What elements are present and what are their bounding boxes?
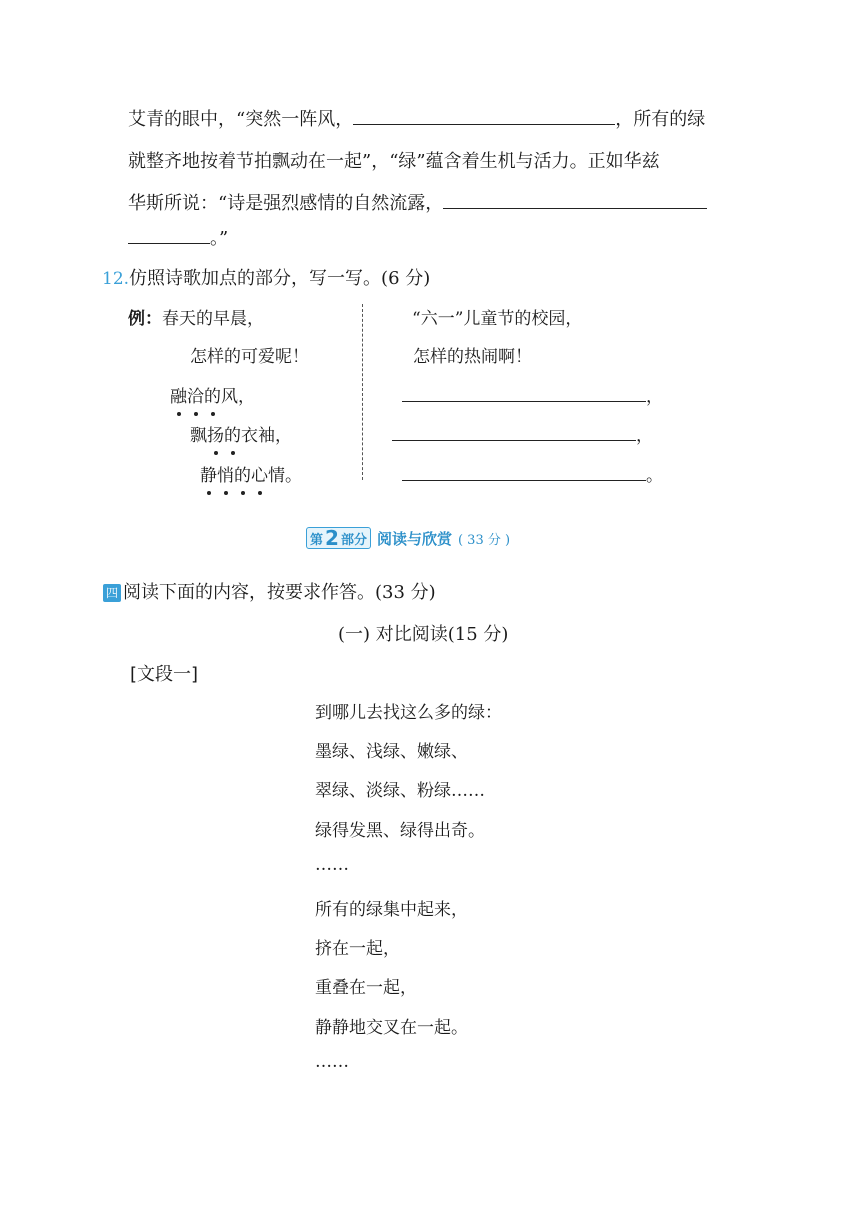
section-badge: 第 2 部分 [306, 527, 371, 549]
imitation-line-5: 。 [402, 461, 663, 486]
poem-line: 墨绿、浅绿、嫩绿、 [315, 742, 468, 762]
question-prompt: 阅读下面的内容，按要求作答。(33 分) [123, 582, 436, 603]
poem-line: 到哪儿去找这么多的绿： [315, 703, 502, 723]
poem-line: 挤在一起， [315, 939, 400, 959]
poem-line: 绿得发黑、绿得出奇。 [315, 821, 485, 841]
para-line-3: 华斯所说：“诗是强烈感情的自然流露， [128, 189, 707, 215]
column-divider [362, 304, 363, 480]
poem-line: 静静地交叉在一起。 [315, 1018, 468, 1038]
poem-line: 所有的绿集中起来， [315, 900, 468, 920]
sub-title: (一) 对比阅读(15 分) [338, 624, 509, 645]
imitation-line-4: ， [392, 421, 653, 446]
example-line-4: 飘扬的衣袖， [190, 421, 292, 446]
example-line-1: 例：春天的早晨， [128, 309, 264, 329]
emphasis-dot-char: 扬 [207, 421, 224, 446]
poem-line: …… [315, 855, 349, 875]
section-title: 阅读与欣赏 [376, 529, 452, 548]
para-line-1: 艾青的眼中，“突然一阵风， ，所有的绿 [128, 109, 706, 130]
example-label: 例： [128, 309, 162, 329]
section-heading [306, 527, 510, 549]
answer-blank[interactable] [402, 400, 646, 402]
imitation-line-2: 怎样的热闹啊！ [413, 347, 532, 367]
emphasis-dot-char: 心 [251, 461, 268, 486]
answer-blank[interactable] [128, 242, 210, 244]
para-line-4: 。” [128, 224, 228, 250]
answer-blank[interactable] [392, 439, 636, 441]
question-12 [102, 264, 430, 290]
example-line-5: 静悄的心情。 [200, 461, 302, 486]
answer-blank[interactable] [402, 479, 646, 481]
para-line-2: 就整齐地按着节拍飘动在一起”，“绿”蕴含着生机与活力。正如华兹 [128, 151, 660, 172]
emphasis-dot-char: 的 [224, 421, 241, 446]
passage-label: [文段一] [130, 664, 199, 685]
question-number-icon: 四 [103, 584, 121, 602]
imitation-line-3: ， [402, 382, 663, 407]
poem-line: 重叠在一起， [315, 978, 417, 998]
question-number: 12. [102, 269, 130, 289]
example-line-2: 怎样的可爱呢！ [190, 347, 309, 367]
answer-blank[interactable] [353, 123, 615, 125]
emphasis-dot-char: 的 [204, 382, 221, 407]
poem-line: 翠绿、淡绿、粉绿…… [315, 781, 485, 801]
emphasis-dot-char: 静 [200, 461, 217, 486]
imitation-line-1: “六一”儿童节的校园， [412, 309, 583, 329]
emphasis-dot-char: 悄 [217, 461, 234, 486]
section-score: ( 33 分 ) [457, 532, 511, 548]
emphasis-dot-char: 洽 [187, 382, 204, 407]
poem-line: …… [315, 1052, 349, 1072]
emphasis-dot-char: 融 [170, 382, 187, 407]
question-prompt: 仿照诗歌加点的部分，写一写。(6 分) [129, 268, 431, 289]
emphasis-dot-char: 的 [234, 461, 251, 486]
question-4 [103, 578, 436, 604]
answer-blank[interactable] [443, 207, 707, 209]
example-line-3: 融洽的风， [170, 382, 255, 407]
